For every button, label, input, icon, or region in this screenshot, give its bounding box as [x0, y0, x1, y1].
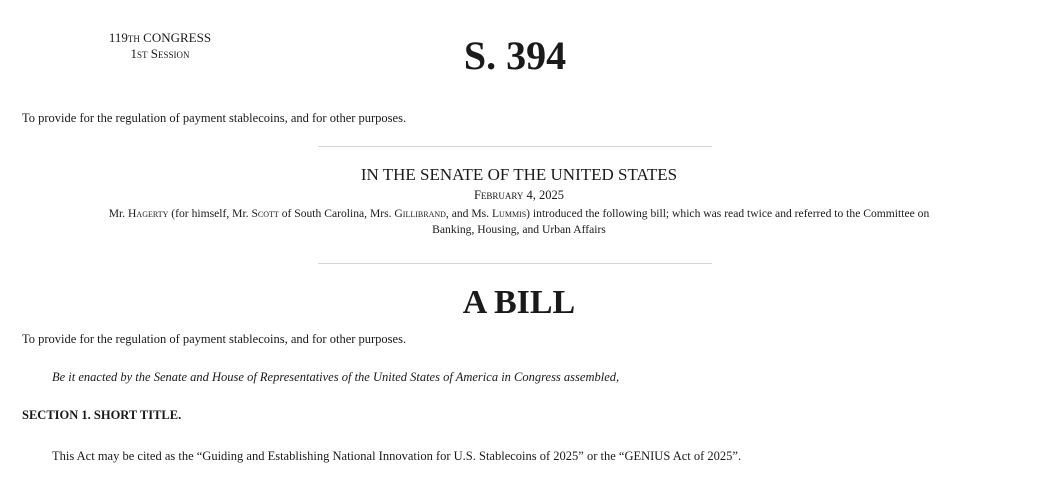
sponsor-name: Gillibrand — [394, 207, 446, 220]
congress-label: CONGRESS — [143, 30, 212, 45]
session-line — [60, 46, 260, 62]
date-month: February — [473, 188, 524, 202]
divider-bottom — [318, 263, 712, 264]
purpose-statement-top: To provide for the regulation of payment stablecoins, and for other purposes. — [22, 111, 407, 125]
introduction-text-segment: , and Ms. — [445, 207, 492, 220]
senate-header: IN THE SENATE OF THE UNITED STATES — [360, 165, 678, 184]
congress-number — [60, 30, 260, 46]
enacting-clause: Be it enacted by the Senate and House of Representatives of the United States of America in Congress assembled, — [52, 370, 620, 384]
date-day-year: 4, 2025 — [523, 188, 565, 202]
congress-number-digits: 119 — [108, 30, 128, 45]
bill-number: S. 394 — [463, 33, 567, 78]
introduction-text-segment: of South Carolina, Mrs. — [278, 207, 395, 220]
purpose-statement-bottom: To provide for the regulation of payment stablecoins, and for other purposes. — [22, 332, 407, 346]
section-1-text: This Act may be cited as the “Guiding and Establishing National Innovation for U.S. Stablecoins of 2025” or the “GENIUS Act of 2025”. — [52, 449, 742, 463]
divider-top — [318, 146, 712, 147]
sponsor-name: Lummis — [491, 207, 527, 220]
introduction-paragraph — [0, 206, 1038, 238]
section-1-heading: SECTION 1. SHORT TITLE. — [22, 408, 182, 422]
sponsor-name: Scott — [251, 207, 279, 220]
bill-heading: A BILL — [462, 284, 576, 321]
sponsor-name: Hagerty — [128, 207, 169, 220]
introduction-line-1 — [0, 206, 1038, 222]
congress-session-block — [60, 30, 260, 62]
introduction-line-2: Banking, Housing, and Urban Affairs — [432, 223, 606, 236]
congress-ordinal: th — [127, 30, 140, 45]
session-ordinal: 1st — [130, 46, 148, 61]
introduction-date — [0, 187, 1038, 203]
introduction-text-segment: Mr. — [108, 207, 129, 220]
introduction-text-segment: ) introduced the following bill; which was read twice and referred to the Committee on — [526, 207, 930, 220]
introduction-text-segment: (for himself, Mr. — [168, 207, 252, 220]
session-label: Session — [150, 46, 190, 61]
